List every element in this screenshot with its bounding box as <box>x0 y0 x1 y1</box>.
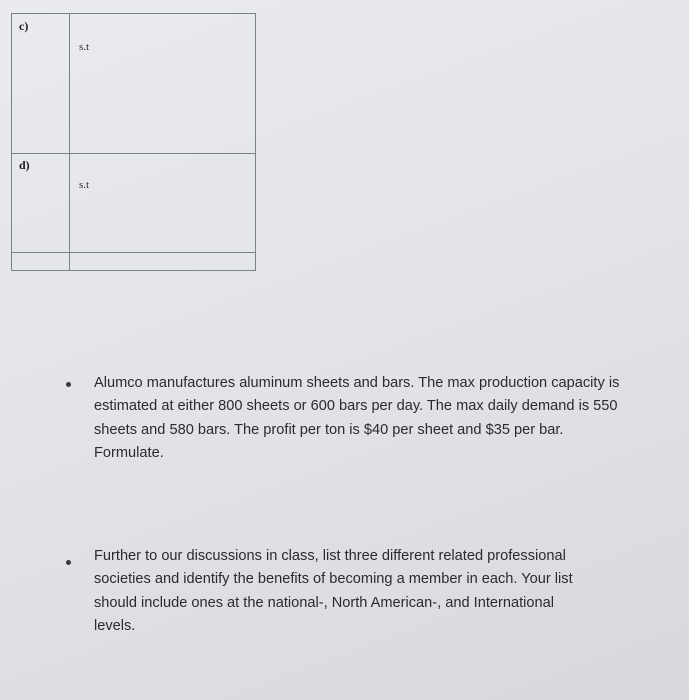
paragraph-line: Further to our discussions in class, list three different related professional <box>94 548 566 564</box>
row-c-label: c) <box>19 19 29 33</box>
bullet-paragraph-alumco <box>94 372 686 465</box>
paragraph-line: Alumco manufactures aluminum sheets and bars. The max production capacity is <box>94 375 620 391</box>
paragraph-line: societies and identify the benefits of becoming a member in each. Your list <box>94 571 573 588</box>
row-d-label: d) <box>19 158 30 172</box>
formulation-table <box>11 13 256 271</box>
row-divider <box>12 252 255 253</box>
paragraph-line: levels. <box>94 617 136 634</box>
paragraph-line: Formulate. <box>94 444 164 461</box>
paragraph-line: estimated at either 800 sheets or 600 bars per day. The max daily demand is 550 <box>94 398 618 415</box>
row-c-subject-to: s.t <box>79 41 90 53</box>
paragraph-line: should include ones at the national-, North American-, and International <box>94 594 554 611</box>
column-divider <box>69 14 70 270</box>
row-d-subject-to: s.t <box>79 179 90 191</box>
row-divider <box>12 153 255 154</box>
bullet-paragraph-societies <box>94 545 686 638</box>
bullet-icon <box>66 382 71 387</box>
bullet-icon <box>66 560 71 565</box>
paragraph-line: sheets and 580 bars. The profit per ton is $40 per sheet and $35 per bar. <box>94 421 564 438</box>
